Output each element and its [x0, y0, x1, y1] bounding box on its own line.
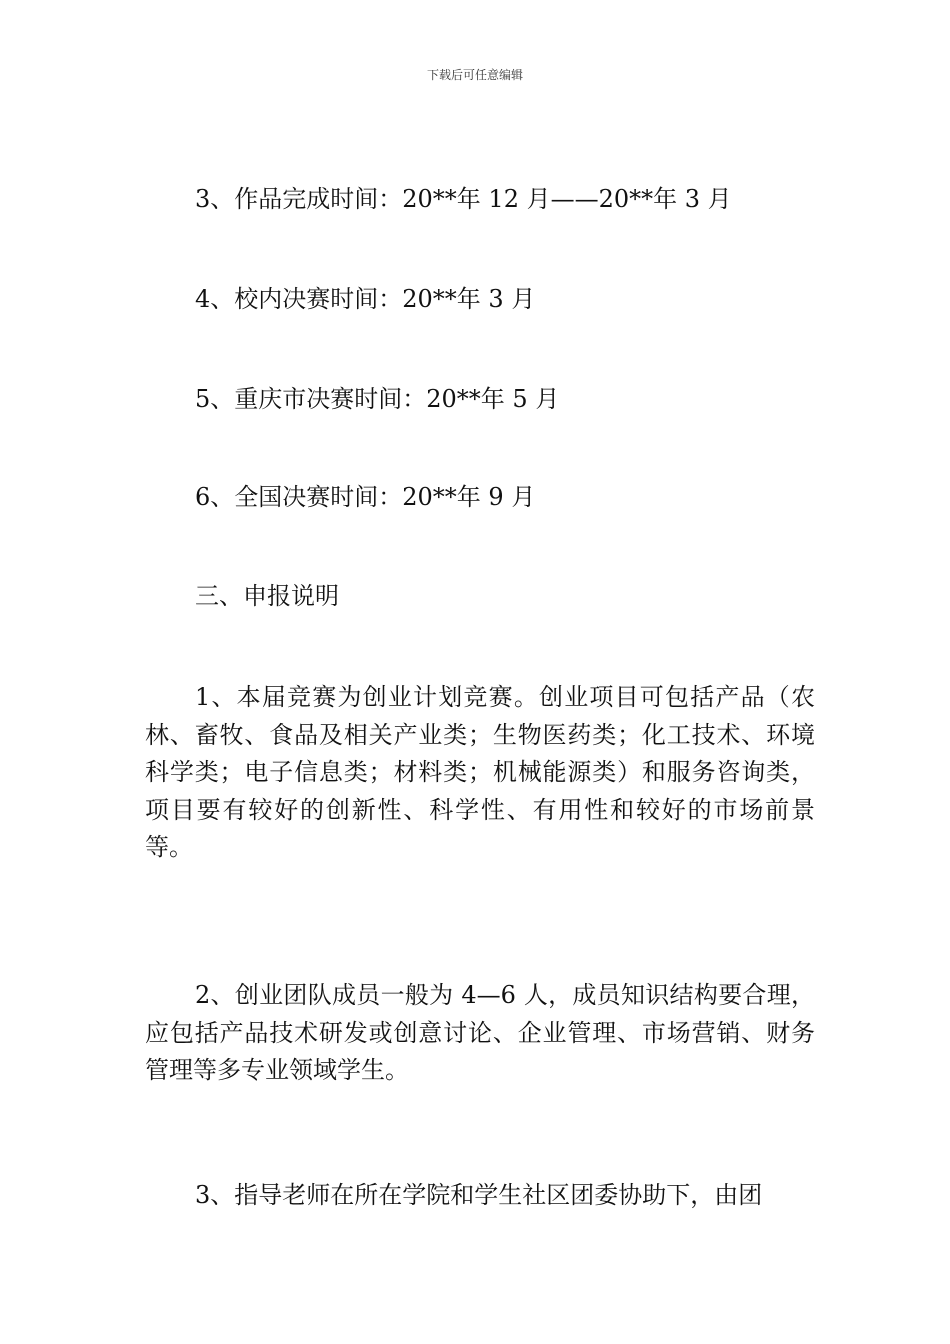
schedule-item-3: 3、作品完成时间：20**年 12 月——20**年 3 月 — [195, 185, 732, 213]
header-note: 下载后可任意编辑 — [426, 68, 523, 82]
schedule-item-5: 5、重庆市决赛时间：20**年 5 月 — [195, 385, 560, 413]
paragraph-1: 1、本届竞赛为创业计划竞赛。创业项目可包括产品（农林、畜牧、食品及相关产业类；生物医药类；化工技术、环境科学类；电子信息类；材料类；机械能源类）和服务咨询类，项目要有较好的创新性、科学性、有用性和较好的市场前景等。 — [145, 683, 815, 861]
paragraph-2: 2、创业团队成员一般为 4—6 人，成员知识结构要合理，应包括产品技术研发或创意讨论、企业管理、市场营销、财务管理等多专业领域学生。 — [145, 981, 815, 1084]
paragraph-3: 3、指导老师在所在学院和学生社区团委协助下，由团 — [195, 1181, 763, 1209]
schedule-item-4: 4、校内决赛时间：20**年 3 月 — [195, 285, 536, 313]
section-heading: 三、申报说明 — [195, 582, 339, 610]
schedule-item-6: 6、全国决赛时间：20**年 9 月 — [195, 483, 536, 511]
